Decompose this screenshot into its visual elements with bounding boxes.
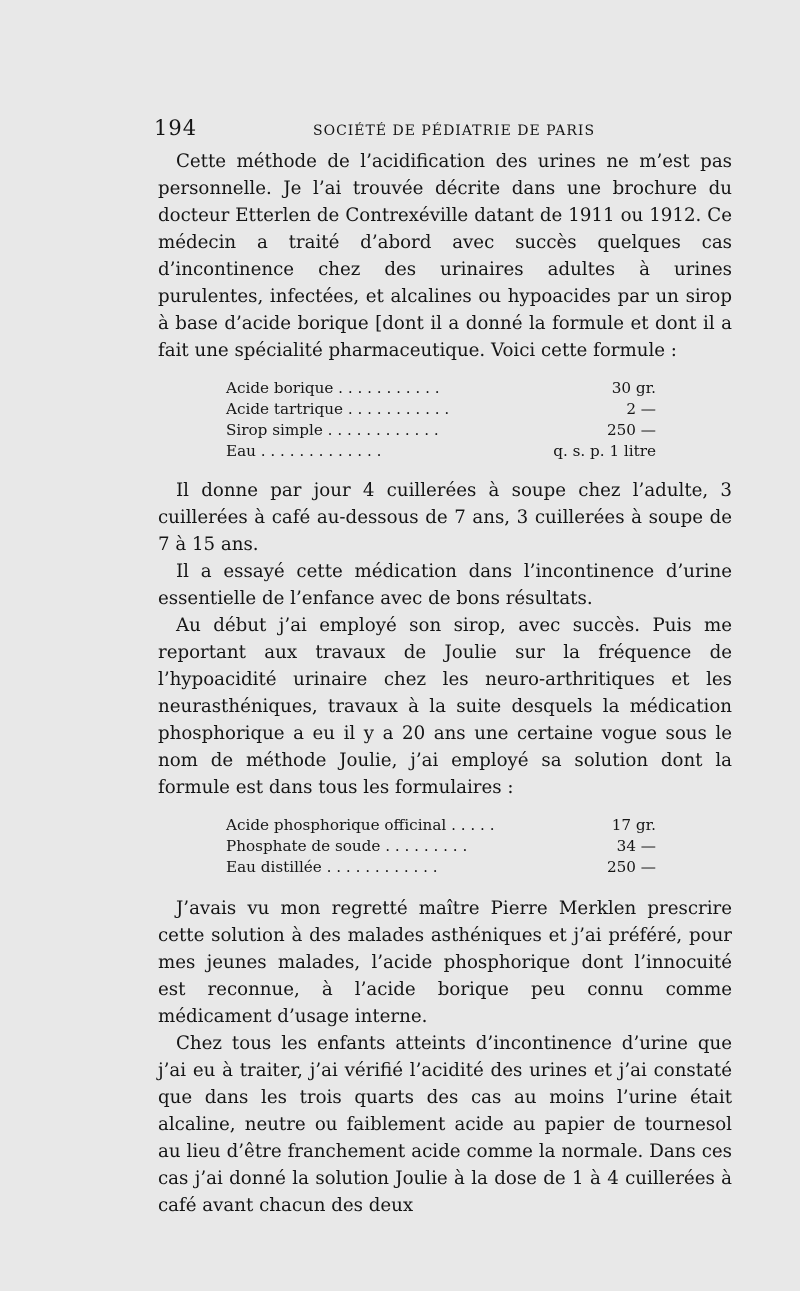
paragraph-4: Au début j’ai employé son sirop, avec succès. Puis me reportant aux travaux de Joulie sur la fréquence de l’hypoacidité urinaire chez les neuro-arthritiques et les neurasthéniques, travaux à la suite desquels la médication phosphorique a eu il y a 20 ans une certaine vogue sous le nom de méthode Joulie, j’ai employé sa solution dont la formule est dans tous les formulaires :	[158, 615, 732, 798]
formula-row	[226, 441, 656, 462]
formula-row	[226, 857, 656, 878]
formula-boric-syrup	[226, 378, 656, 462]
formula-ingredient: Acide phosphorique officinal . . . . .	[226, 816, 495, 834]
formula-quantity: q. s. p. 1 litre	[553, 442, 656, 460]
formula-ingredient: Acide borique . . . . . . . . . . .	[226, 379, 440, 397]
body-text	[158, 148, 732, 1219]
formula-ingredient: Eau . . . . . . . . . . . . .	[226, 442, 382, 460]
page-header	[150, 116, 735, 142]
formula-quantity: 34 —	[616, 837, 656, 855]
running-head: SOCIÉTÉ DE PÉDIATRIE DE PARIS	[313, 123, 596, 139]
formula-quantity: 2 —	[626, 400, 656, 418]
formula-row	[226, 399, 656, 420]
formula-row	[226, 836, 656, 857]
page-number: 194	[154, 116, 198, 140]
paragraph-2: Il donne par jour 4 cuillerées à soupe chez l’adulte, 3 cuillerées à café au-dessous de 7 ans, 3 cuillerées à soupe de 7 à 15 ans.	[158, 480, 732, 555]
paragraph-5: J’avais vu mon regretté maître Pierre Merklen prescrire cette solution à des malades asthéniques et j’ai préféré, pour mes jeunes malades, l’acide phosphorique dont l’innocuité est reconnue, à l’acide borique peu connu comme médicament d’usage interne.	[158, 898, 732, 1027]
formula-ingredient: Sirop simple . . . . . . . . . . . .	[226, 421, 439, 439]
formula-ingredient: Acide tartrique . . . . . . . . . . .	[226, 400, 450, 418]
formula-quantity: 250 —	[606, 421, 656, 439]
paragraph-1: Cette méthode de l’acidification des urines ne m’est pas personnelle. Je l’ai trouvée décrite dans une brochure du docteur Etterlen de Contrexéville datant de 1911 ou 1912. Ce médecin a traité d’abord avec succès quelques cas d’incontinence chez des urinaires adultes à urines purulentes, infectées, et alcalines ou hypoacides par un sirop à base d’acide borique [dont il a donné la formule et dont il a fait une spécialité pharmaceutique. Voici cette formule :	[158, 151, 732, 361]
formula-ingredient: Eau distillée . . . . . . . . . . . .	[226, 858, 438, 876]
formula-ingredient: Phosphate de soude . . . . . . . . .	[226, 837, 468, 855]
formula-row	[226, 378, 656, 399]
paragraph-6: Chez tous les enfants atteints d’incontinence d’urine que j’ai eu à traiter, j’ai vérifié l’acidité des urines et j’ai constaté que dans les trois quarts des cas au moins l’urine était alcaline, neutre ou faiblement acide au papier de tournesol au lieu d’être franchement acide comme la normale. Dans ces cas j’ai donné la solution Joulie à la dose de 1 à 4 cuillerées à café avant chacun des deux	[158, 1033, 732, 1216]
formula-row	[226, 420, 656, 441]
formula-quantity: 30 gr.	[611, 379, 656, 397]
formula-quantity: 250 —	[606, 858, 656, 876]
paragraph-3: Il a essayé cette médication dans l’incontinence d’urine essentielle de l’enfance avec de bons résultats.	[158, 561, 732, 609]
formula-quantity: 17 gr.	[611, 816, 656, 834]
formula-joulie-solution	[226, 815, 656, 878]
formula-row	[226, 815, 656, 836]
